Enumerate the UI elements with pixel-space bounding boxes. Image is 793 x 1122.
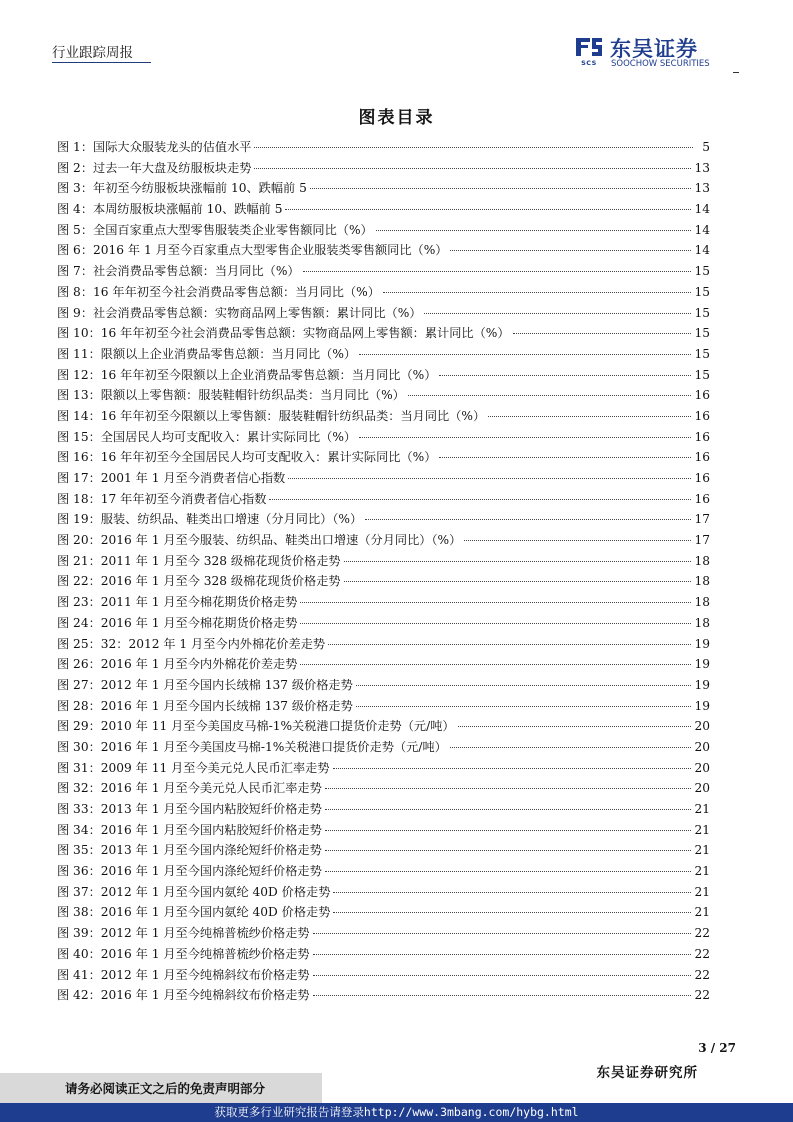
toc-entry[interactable] bbox=[57, 634, 710, 655]
toc-entry[interactable] bbox=[57, 840, 710, 861]
toc-entry-leader-dots bbox=[313, 975, 692, 976]
toc-entry-label: 图 4：本周纺服板块涨幅前 10、跌幅前 5 bbox=[57, 202, 283, 217]
toc-entry-leader-dots bbox=[300, 623, 691, 624]
toc-entry-page: 17 bbox=[694, 512, 710, 527]
toc-entry-label: 图 22：2016 年 1 月至今 328 级棉花现货价格走势 bbox=[57, 574, 341, 589]
toc-entry[interactable] bbox=[57, 282, 710, 303]
toc-entry-page: 21 bbox=[694, 884, 710, 899]
toc-entry-leader-dots bbox=[254, 147, 693, 148]
toc-entry-label: 图 1：国际大众服装龙头的估值水平 bbox=[57, 140, 252, 154]
toc-entry-label: 图 12：16 年年初至今限额以上企业消费品零售总额：当月同比（%） bbox=[57, 367, 437, 382]
toc-entry-label: 图 13：限额以上零售额：服装鞋帽针纺织品类：当月同比（%） bbox=[57, 388, 405, 403]
toc-entry[interactable] bbox=[57, 447, 710, 468]
toc-entry-leader-dots bbox=[254, 168, 691, 169]
toc-entry[interactable] bbox=[57, 696, 710, 717]
toc-entry[interactable] bbox=[57, 530, 710, 551]
toc-entry-page: 14 bbox=[694, 222, 710, 237]
toc-entry[interactable] bbox=[57, 261, 710, 282]
toc-entry[interactable] bbox=[57, 406, 710, 427]
toc-entry-label: 图 21：2011 年 1 月至今 328 级棉花现货价格走势 bbox=[57, 553, 341, 568]
toc-entry[interactable] bbox=[57, 737, 710, 758]
toc-entry-leader-dots bbox=[383, 292, 692, 293]
toc-entry-page: 13 bbox=[694, 160, 710, 175]
toc-entry-page: 21 bbox=[694, 822, 710, 837]
toc-entry-page: 16 bbox=[694, 471, 710, 485]
toc-entry-label: 图 41：2012 年 1 月至今纯棉斜纹布价格走势 bbox=[57, 967, 310, 982]
toc-entry-page: 15 bbox=[694, 305, 710, 320]
toc-entry[interactable] bbox=[57, 592, 710, 613]
toc-entry-page: 15 bbox=[694, 367, 710, 382]
toc-entry[interactable] bbox=[57, 882, 710, 903]
toc-entry-label: 图 8：16 年年初至今社会消费品零售总额：当月同比（%） bbox=[57, 284, 380, 299]
toc-entry-label: 图 38：2016 年 1 月至今国内氨纶 40D 价格走势 bbox=[57, 905, 331, 920]
toc-entry[interactable] bbox=[57, 675, 710, 696]
toc-entry[interactable] bbox=[57, 323, 710, 344]
toc-entry-label: 图 18：17 年年初至今消费者信心指数 bbox=[57, 491, 267, 506]
toc-entry[interactable] bbox=[57, 799, 710, 820]
toc-entry-page: 15 bbox=[694, 346, 710, 361]
toc-entry-leader-dots bbox=[333, 912, 691, 913]
toc-entry-page: 16 bbox=[694, 450, 710, 465]
toc-entry-leader-dots bbox=[359, 437, 691, 438]
toc-entry[interactable] bbox=[57, 613, 710, 634]
toc-entry-label: 图 40：2016 年 1 月至今纯棉普梳纱价格走势 bbox=[57, 946, 310, 961]
toc-entry-page: 21 bbox=[694, 843, 710, 858]
toc-entry-label: 图 26：2016 年 1 月至今内外棉花价差走势 bbox=[57, 657, 298, 672]
toc-entry[interactable] bbox=[57, 158, 710, 179]
toc-entry-page: 22 bbox=[694, 926, 710, 941]
toc-entry-page: 16 bbox=[694, 408, 710, 423]
toc-entry-label: 图 9：社会消费品零售总额：实物商品网上零售额：累计同比（%） bbox=[57, 305, 422, 320]
toc-entry[interactable] bbox=[57, 178, 710, 199]
toc-entry-page: 5 bbox=[702, 140, 710, 154]
toc-entry-page: 18 bbox=[694, 595, 710, 610]
toc-entry-leader-dots bbox=[325, 850, 692, 851]
toc-entry-label: 图 20：2016 年 1 月至今服装、纺织品、鞋类出口增速（分月同比）（%） bbox=[57, 533, 462, 548]
toc-entry-label: 图 25：32：2012 年 1 月至今内外棉花价差走势 bbox=[57, 636, 326, 651]
toc-entry-label: 图 36：2016 年 1 月至今国内涤纶短纤价格走势 bbox=[57, 864, 322, 879]
toc-entry-page: 19 bbox=[694, 657, 710, 672]
toc-entry-leader-dots bbox=[439, 457, 691, 458]
toc-entry[interactable] bbox=[57, 965, 710, 986]
figure-toc-list bbox=[57, 137, 710, 1006]
disclaimer-text: 请务必阅读正文之后的免责声明部分 bbox=[65, 1081, 266, 1096]
toc-entry[interactable] bbox=[57, 220, 710, 241]
toc-entry-page: 19 bbox=[694, 698, 710, 713]
toc-entry[interactable] bbox=[57, 385, 710, 406]
brand-logo-mark-text: SCS bbox=[581, 59, 597, 67]
toc-entry-page: 18 bbox=[694, 574, 710, 589]
toc-entry-page: 20 bbox=[694, 739, 710, 754]
toc-entry-leader-dots bbox=[325, 871, 692, 872]
toc-entry-leader-dots bbox=[325, 830, 692, 831]
toc-title: 图表目录 bbox=[358, 108, 435, 128]
toc-entry[interactable] bbox=[57, 861, 710, 882]
toc-entry[interactable] bbox=[57, 716, 710, 737]
toc-entry-page: 13 bbox=[694, 181, 710, 196]
toc-entry[interactable] bbox=[57, 303, 710, 324]
toc-entry-page: 21 bbox=[694, 905, 710, 920]
toc-entry[interactable] bbox=[57, 137, 710, 158]
toc-entry[interactable] bbox=[57, 199, 710, 220]
toc-entry-leader-dots bbox=[288, 478, 691, 479]
toc-entry-label: 图 10：16 年年初至今社会消费品零售总额：实物商品网上零售额：累计同比（%） bbox=[57, 326, 510, 341]
toc-entry-leader-dots bbox=[464, 540, 691, 541]
toc-entry-leader-dots bbox=[313, 954, 692, 955]
report-type-label: 行业跟踪周报 bbox=[52, 45, 133, 61]
toc-entry-page: 20 bbox=[694, 760, 710, 775]
page-number: 3 / 27 bbox=[698, 1041, 736, 1055]
toc-entry[interactable] bbox=[57, 985, 710, 1006]
toc-entry[interactable] bbox=[57, 468, 710, 489]
toc-entry-page: 22 bbox=[694, 988, 710, 1003]
toc-entry-page: 15 bbox=[694, 284, 710, 299]
toc-entry-page: 16 bbox=[694, 491, 710, 506]
toc-entry-label: 图 6：2016 年 1 月至今百家重点大型零售企业服装类零售额同比（%） bbox=[57, 243, 448, 258]
toc-entry-label: 图 32：2016 年 1 月至今美元兑人民币汇率走势 bbox=[57, 781, 322, 796]
brand-logo-icon bbox=[572, 35, 606, 59]
brand-logo bbox=[572, 35, 744, 71]
toc-entry-leader-dots bbox=[313, 933, 692, 934]
toc-entry-label: 图 29：2010 年 11 月至今美国皮马棉-1%关税港口提货价走势（元/吨） bbox=[57, 719, 455, 734]
toc-entry-label: 图 27：2012 年 1 月至今国内长绒棉 137 级价格走势 bbox=[57, 677, 353, 692]
toc-entry-leader-dots bbox=[300, 602, 691, 603]
toc-entry[interactable] bbox=[57, 551, 710, 572]
toc-entry-leader-dots bbox=[328, 644, 691, 645]
toc-entry-label: 图 23：2011 年 1 月至今棉花期货价格走势 bbox=[57, 595, 298, 610]
toc-entry-leader-dots bbox=[424, 313, 691, 314]
toc-entry[interactable] bbox=[57, 365, 710, 386]
toc-entry[interactable] bbox=[57, 571, 710, 592]
toc-entry-leader-dots bbox=[333, 892, 691, 893]
toc-entry-leader-dots bbox=[344, 581, 692, 582]
toc-entry-label: 图 34：2016 年 1 月至今国内粘胶短纤价格走势 bbox=[57, 822, 322, 837]
toc-entry-leader-dots bbox=[359, 354, 691, 355]
toc-entry-leader-dots bbox=[300, 664, 691, 665]
toc-entry-page: 21 bbox=[694, 802, 710, 816]
toc-entry-page: 15 bbox=[694, 326, 710, 341]
toc-entry-label: 图 2：过去一年大盘及纺服板块走势 bbox=[57, 160, 252, 175]
toc-entry[interactable] bbox=[57, 758, 710, 779]
toc-entry-leader-dots bbox=[439, 375, 691, 376]
toc-entry-label: 图 31：2009 年 11 月至今美元兑人民币汇率走势 bbox=[57, 760, 330, 775]
toc-entry-page: 19 bbox=[694, 677, 710, 692]
toc-entry[interactable] bbox=[57, 923, 710, 944]
toc-entry-leader-dots bbox=[310, 188, 692, 189]
toc-entry[interactable] bbox=[57, 654, 710, 675]
footer-organization: 东吴证券研究所 bbox=[596, 1065, 698, 1081]
toc-entry-label: 图 3：年初至今纺服板块涨幅前 10、跌幅前 5 bbox=[57, 181, 307, 196]
toc-entry[interactable] bbox=[57, 820, 710, 841]
toc-entry-label: 图 35：2013 年 1 月至今国内涤纶短纤价格走势 bbox=[57, 843, 322, 858]
toc-entry-leader-dots bbox=[269, 499, 691, 500]
toc-entry-page: 19 bbox=[694, 636, 710, 651]
toc-entry-leader-dots bbox=[376, 230, 692, 231]
toc-entry-page: 21 bbox=[694, 864, 710, 879]
header-tick-mark bbox=[733, 72, 739, 73]
toc-entry-label: 图 15：全国居民人均可支配收入：累计实际同比（%） bbox=[57, 429, 357, 444]
toc-entry-leader-dots bbox=[450, 250, 691, 251]
toc-entry-label: 图 33：2013 年 1 月至今国内粘胶短纤价格走势 bbox=[57, 802, 322, 816]
brand-name-en: SOOCHOW SECURITIES bbox=[611, 59, 710, 69]
toc-entry-leader-dots bbox=[488, 416, 691, 417]
toc-entry-leader-dots bbox=[325, 809, 692, 810]
toc-entry[interactable] bbox=[57, 427, 710, 448]
toc-entry-leader-dots bbox=[344, 561, 692, 562]
toc-entry-page: 22 bbox=[694, 967, 710, 982]
header-underline bbox=[52, 62, 151, 63]
toc-entry-label: 图 7：社会消费品零售总额：当月同比（%） bbox=[57, 264, 300, 279]
toc-entry-page: 14 bbox=[694, 243, 710, 258]
toc-entry-label: 图 14：16 年年初至今限额以上零售额：服装鞋帽针纺织品类：当月同比（%） bbox=[57, 408, 486, 423]
toc-entry-page: 20 bbox=[694, 719, 710, 734]
toc-entry[interactable] bbox=[57, 509, 710, 530]
toc-entry-leader-dots bbox=[313, 995, 692, 996]
toc-entry-label: 图 30：2016 年 1 月至今美国皮马棉-1%关税港口提货价走势（元/吨） bbox=[57, 739, 447, 754]
toc-entry-label: 图 16：16 年年初至今全国居民人均可支配收入：累计实际同比（%） bbox=[57, 450, 437, 465]
toc-entry-page: 18 bbox=[694, 553, 710, 568]
toc-entry-page: 16 bbox=[694, 388, 710, 403]
toc-entry-leader-dots bbox=[356, 706, 692, 707]
toc-entry-leader-dots bbox=[356, 685, 692, 686]
toc-entry-leader-dots bbox=[325, 788, 692, 789]
toc-entry-leader-dots bbox=[285, 209, 691, 210]
toc-entry-label: 图 28：2016 年 1 月至今国内长绒棉 137 级价格走势 bbox=[57, 698, 353, 713]
toc-entry[interactable] bbox=[57, 489, 710, 510]
toc-entry-label: 图 39：2012 年 1 月至今纯棉普梳纱价格走势 bbox=[57, 926, 310, 941]
toc-entry-leader-dots bbox=[458, 726, 692, 727]
toc-entry-leader-dots bbox=[513, 333, 692, 334]
toc-entry-page: 15 bbox=[694, 264, 710, 279]
toc-entry-label: 图 17：2001 年 1 月至今消费者信心指数 bbox=[57, 471, 286, 485]
toc-entry[interactable] bbox=[57, 240, 710, 261]
toc-entry[interactable] bbox=[57, 778, 710, 799]
toc-entry-leader-dots bbox=[365, 519, 691, 520]
toc-entry-label: 图 19：服装、纺织品、鞋类出口增速（分月同比）（%） bbox=[57, 512, 363, 527]
toc-entry[interactable] bbox=[57, 944, 710, 965]
toc-entry-label: 图 24：2016 年 1 月至今棉花期货价格走势 bbox=[57, 615, 298, 630]
toc-entry-page: 22 bbox=[694, 946, 710, 961]
toc-entry-label: 图 11：限额以上企业消费品零售总额：当月同比（%） bbox=[57, 346, 357, 361]
toc-entry-label: 图 5：全国百家重点大型零售服装类企业零售额同比（%） bbox=[57, 222, 373, 237]
toc-entry-leader-dots bbox=[408, 395, 692, 396]
toc-entry-leader-dots bbox=[450, 747, 692, 748]
toc-entry[interactable] bbox=[57, 902, 710, 923]
toc-entry-leader-dots bbox=[303, 271, 692, 272]
toc-entry-page: 18 bbox=[694, 615, 710, 630]
toc-entry[interactable] bbox=[57, 344, 710, 365]
toc-entry-label: 图 37：2012 年 1 月至今国内氨纶 40D 价格走势 bbox=[57, 884, 331, 899]
toc-entry-page: 17 bbox=[694, 533, 710, 548]
bottom-banner-link[interactable]: 获取更多行业研究报告请登录http://www.3mbang.com/hybg.html bbox=[214, 1105, 579, 1119]
brand-name-cn: 东吴证券 bbox=[610, 37, 698, 61]
toc-entry-label: 图 42：2016 年 1 月至今纯棉斜纹布价格走势 bbox=[57, 988, 310, 1003]
toc-entry-leader-dots bbox=[333, 768, 692, 769]
toc-entry-page: 16 bbox=[694, 429, 710, 444]
toc-entry-page: 14 bbox=[694, 202, 710, 217]
toc-entry-page: 20 bbox=[694, 781, 710, 796]
